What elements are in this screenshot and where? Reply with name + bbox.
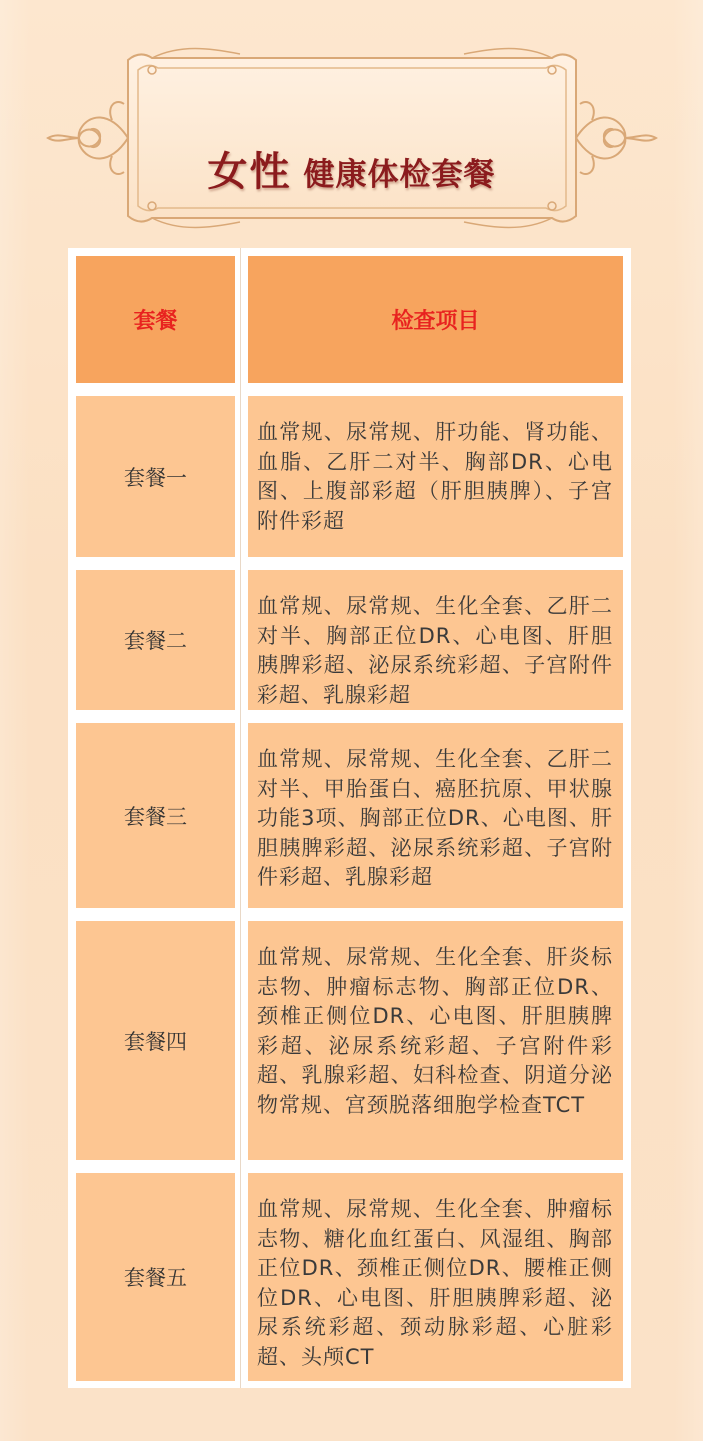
- header-package-label: 套餐: [133, 309, 178, 334]
- title-sub: 健康体检套餐: [303, 157, 496, 193]
- package-items: 血常规、尿常规、肝功能、肾功能、血脂、乙肝二对半、胸部DR、心电图、上腹部彩超（肝胆胰脾）、子宫附件彩超: [257, 420, 613, 533]
- side-decoration-left: [0, 0, 30, 1441]
- ornament-frame-icon: [40, 40, 663, 235]
- package-name-cell: [76, 921, 235, 1160]
- package-name-cell: [76, 570, 235, 710]
- package-items-cell: [248, 1173, 623, 1381]
- package-items: 血常规、尿常规、生化全套、肿瘤标志物、糖化血红蛋白、风湿组、胸部正位DR、颈椎正侧位DR、腰椎正侧位DR、心电图、肝胆胰脾彩超、泌尿系统彩超、颈动脉彩超、心脏彩超、头颅CT: [257, 1197, 613, 1369]
- package-items: 血常规、尿常规、生化全套、乙肝二对半、胸部正位DR、心电图、肝胆胰脾彩超、泌尿系统彩超、子宫附件彩超、乳腺彩超: [257, 594, 613, 707]
- package-items-cell: [248, 921, 623, 1160]
- package-name: 套餐五: [124, 1266, 187, 1290]
- package-items: 血常规、尿常规、生化全套、乙肝二对半、甲胎蛋白、癌胚抗原、甲状腺功能3项、胸部正位DR、心电图、肝胆胰脾彩超、泌尿系统彩超、子宫附件彩超、乳腺彩超: [257, 747, 613, 889]
- header-cell-package: [76, 256, 235, 383]
- header-items-label: 检查项目: [391, 309, 480, 334]
- title-main: 女性: [207, 149, 292, 195]
- package-name: 套餐四: [124, 1029, 187, 1054]
- package-name: 套餐二: [124, 629, 187, 653]
- package-table: [68, 248, 631, 1388]
- column-divider: [240, 248, 241, 1388]
- package-items-cell: [248, 396, 623, 557]
- package-name-cell: [76, 396, 235, 557]
- page-title: [40, 149, 663, 195]
- package-items-cell: [248, 723, 623, 908]
- header-cell-items: [248, 256, 623, 383]
- package-name-cell: [76, 1173, 235, 1381]
- package-items: 血常规、尿常规、生化全套、肝炎标志物、肿瘤标志物、胸部正位DR、颈椎正侧位DR、心电图、肝胆胰脾彩超、泌尿系统彩超、子宫附件彩超、乳腺彩超、妇科检查、阴道分泌物常规、宫颈脱落细胞学检查TCT: [257, 945, 613, 1117]
- side-decoration-right: [673, 0, 703, 1441]
- package-name-cell: [76, 723, 235, 908]
- package-name: 套餐一: [124, 465, 187, 490]
- title-banner: [40, 40, 663, 235]
- package-items-cell: [248, 570, 623, 710]
- package-name: 套餐三: [124, 804, 187, 829]
